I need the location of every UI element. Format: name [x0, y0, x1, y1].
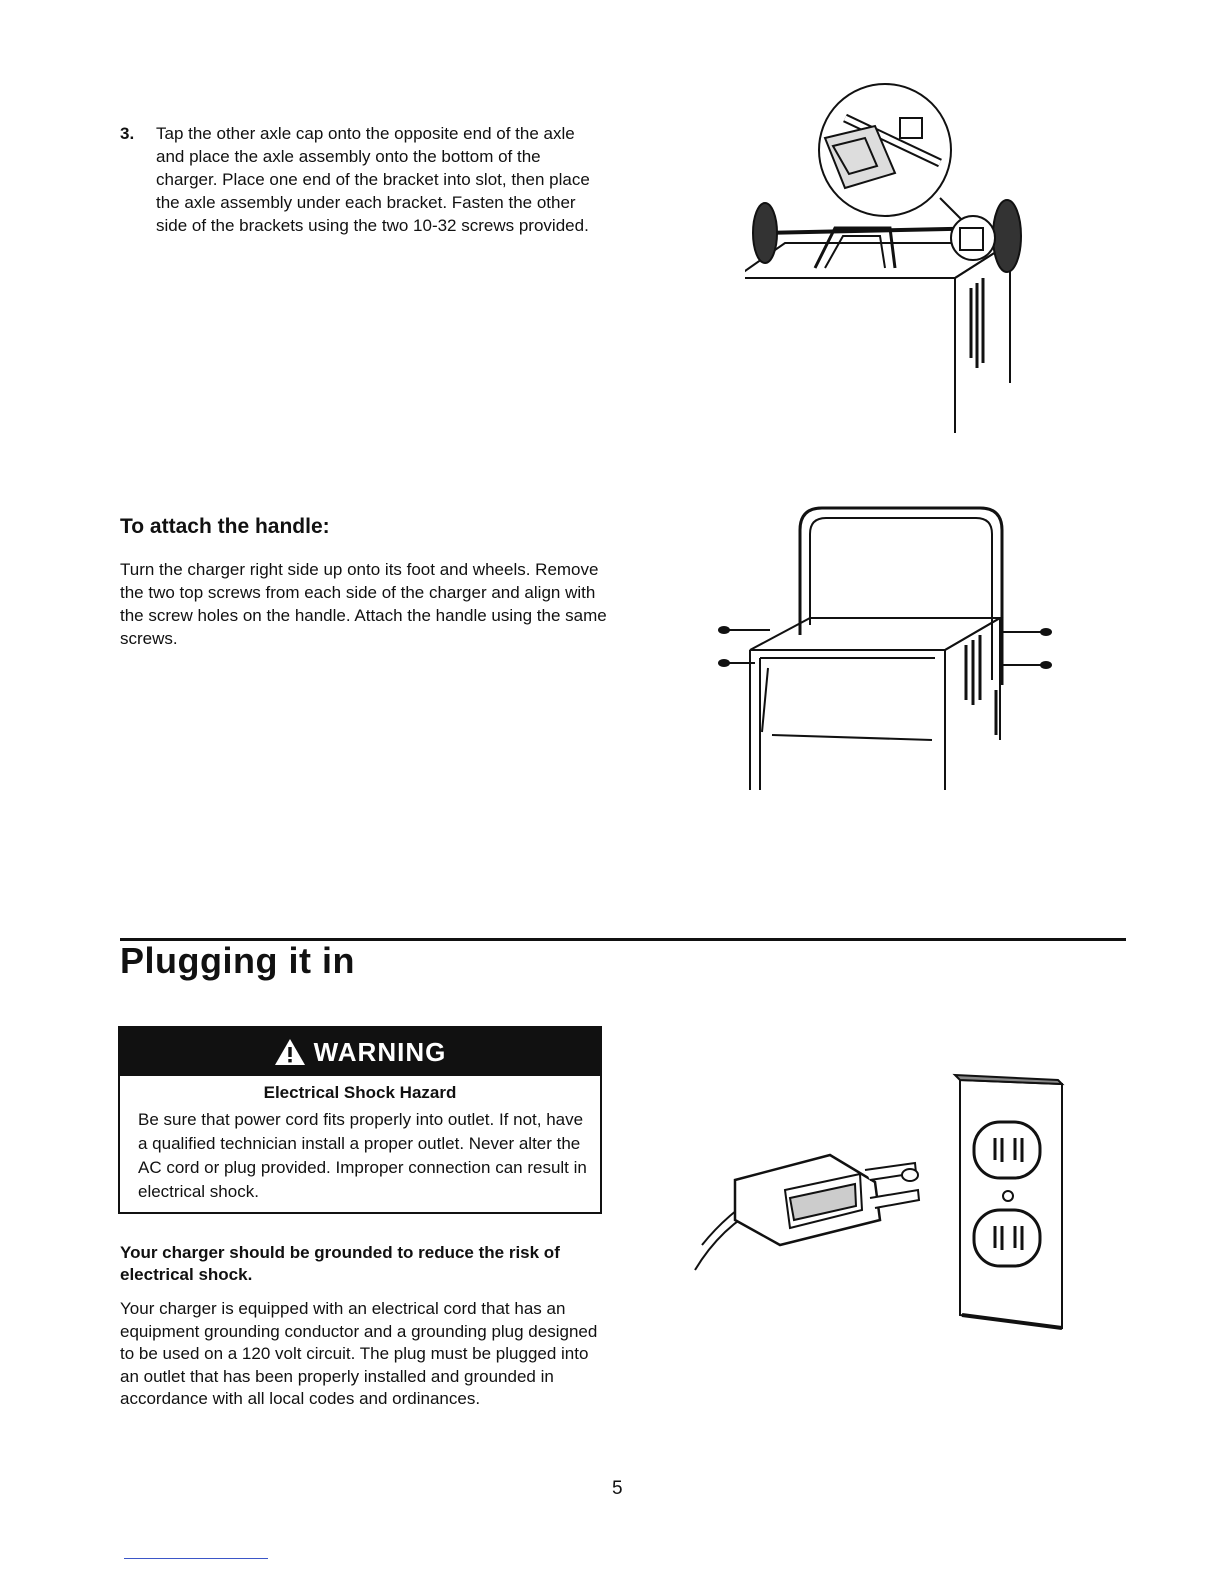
warning-label: WARNING: [313, 1036, 447, 1067]
warning-box: [118, 1026, 602, 1214]
warning-banner: [120, 1028, 600, 1076]
footer-line: [124, 1558, 268, 1559]
page-number: 5: [612, 1478, 623, 1499]
axle-assembly-illustration: [745, 78, 1035, 440]
grounding-text: Your charger is equipped with an electrical cord that has an equipment grounding conductor and a grounding plug designed to be used on a 120 volt circuit. The plug must be plugged into an outlet that has been properly installed and grounded in accordance with all local codes and ordinances.: [120, 1299, 598, 1408]
handle-instructions: Turn the charger right side up onto its foot and wheels. Remove the two top screws from each side of the charger and align with the screw holes on the handle. Attach the handle using the same screws.: [120, 560, 607, 648]
step-3: [120, 122, 600, 237]
step-number: 3.: [120, 124, 135, 143]
plug-outlet-illustration: [690, 1070, 1080, 1335]
grounding-heading: Your charger should be grounded to reduce the risk of electrical shock.: [120, 1243, 560, 1284]
warning-subtitle: Electrical Shock Hazard: [263, 1083, 457, 1102]
handle-attachment-illustration: [710, 500, 1060, 800]
warning-triangle-icon: [274, 1038, 306, 1066]
handle-heading: To attach the handle:: [120, 515, 330, 538]
step-text: Tap the other axle cap onto the opposite end of the axle and place the axle assembly onto the bottom of the charger. Place one end of the bracket into slot, then place the axle assembly under each bracket. Fasten the other side of the brackets using the two 10-32 screws provided.: [156, 124, 590, 235]
warning-text: Be sure that power cord fits properly into outlet. If not, have a qualified technician install a proper outlet. Never alter the AC cord or plug provided. Improper connection can result in electrical shock.: [138, 1110, 587, 1201]
section-title: Plugging it in: [120, 940, 355, 981]
